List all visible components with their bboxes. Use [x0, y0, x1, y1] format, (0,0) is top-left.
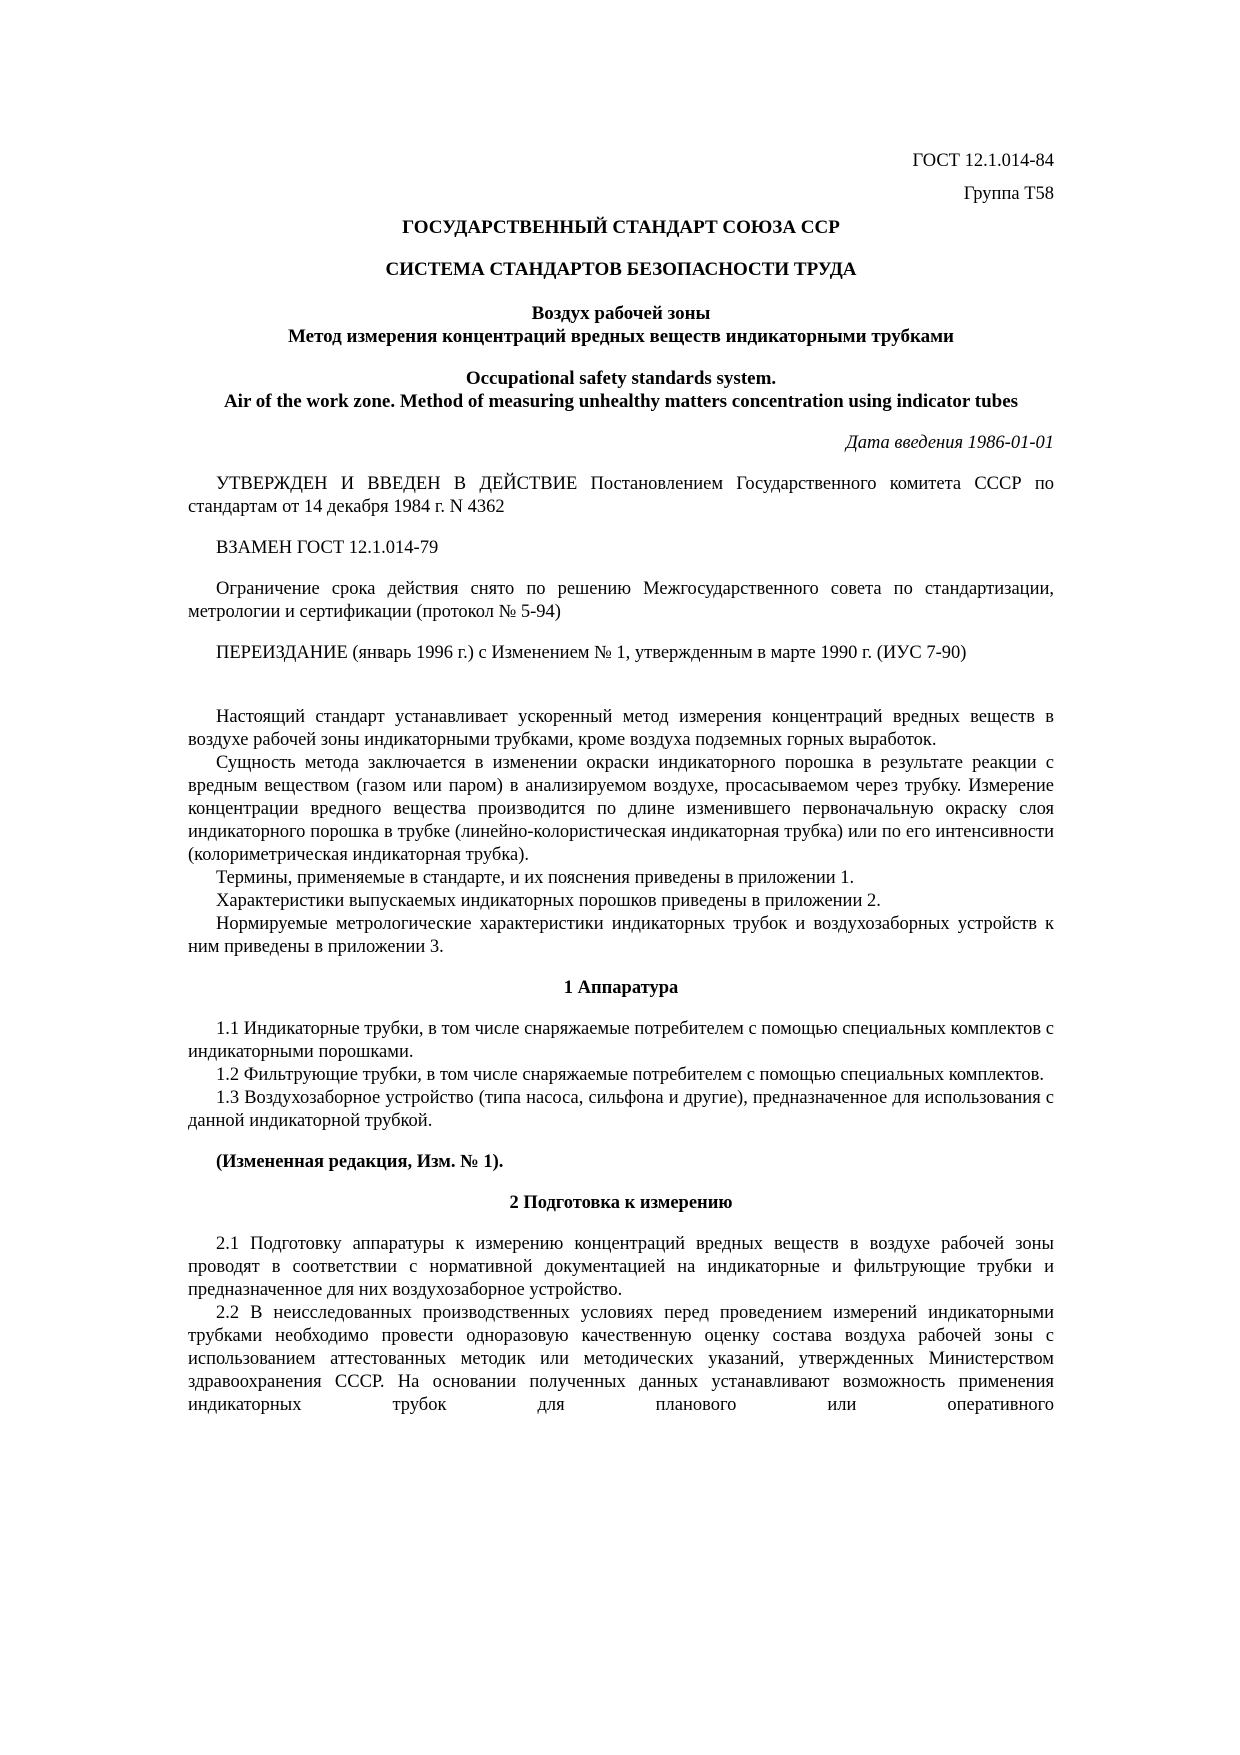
section2-item-1: 2.1 Подготовку аппаратуры к измерению концентраций вредных веществ в воздухе рабочей зоны проводят в соответствии с нормативной документацией на индикаторные и фильтрующие трубки и предназначенное для них воздухозаборное устройство. [188, 1234, 1054, 1300]
section1-change-note: (Измененная редакция, Изм. № 1). [216, 1152, 504, 1172]
intro-paragraph-5: Нормируемые метрологические характеристики индикаторных трубок и воздухозаборных устройств к ним приведены в приложении 3. [188, 914, 1054, 957]
system-title: СИСТЕМА СТАНДАРТОВ БЕЗОПАСНОСТИ ТРУДА [385, 259, 857, 280]
document-page [188, 150, 1054, 1417]
intro-paragraph-3: Термины, применяемые в стандарте, и их пояснения приведены в приложении 1. [216, 868, 855, 888]
intro-paragraph-1: Настоящий стандарт устанавливает ускоренный метод измерения концентраций вредных веществ в воздухе рабочей зоны индикаторными трубками, кроме воздуха подземных горных выработок. [188, 707, 1054, 750]
ru-title-line1: Воздух рабочей зоны [531, 303, 711, 324]
section1-heading: 1 Аппаратура [563, 978, 679, 998]
ru-title-line2: Метод измерения концентраций вредных веществ индикаторными трубками [287, 326, 955, 347]
group-label: Группа Т58 [963, 184, 1054, 204]
intro-paragraph-4: Характеристики выпускаемых индикаторных порошков приведены в приложении 2. [216, 891, 881, 911]
en-title-line1: Occupational safety standards system. [465, 368, 777, 389]
section1-item-2: 1.2 Фильтрующие трубки, в том числе снаряжаемые потребителем с помощью специальных комплектов. [216, 1065, 1044, 1085]
reissue-paragraph: ПЕРЕИЗДАНИЕ (январь 1996 г.) с Изменением № 1, утвержденным в марте 1990 г. (ИУС 7-90) [216, 643, 967, 663]
date-introduction: Дата введения 1986-01-01 [845, 433, 1054, 453]
approved-paragraph: УТВЕРЖДЕН И ВВЕДЕН В ДЕЙСТВИЕ Постановлением Государственного комитета СССР по стандартам от 14 декабря 1984 г. N 4362 [188, 474, 1054, 517]
section1-item-3: 1.3 Воздухозаборное устройство (типа насоса, сильфона и другие), предназначенное для использования с данной индикаторной трубкой. [188, 1088, 1054, 1131]
section2-heading: 2 Подготовка к измерению [509, 1193, 733, 1213]
intro-paragraph-2: Сущность метода заключается в изменении окраски индикаторного порошка в результате реакции с вредным веществом (газом или паром) в анализируемом воздухе, просасываемом через трубку. Измерение концентрации вредного вещества производится по длине изменившего первоначальную окраску слоя индикаторного порошка в трубке (линейно-колористическая индикаторная трубка) или по его интенсивности (колориметрическая индикаторная трубка). [188, 753, 1054, 865]
limitation-paragraph: Ограничение срока действия снято по решению Межгосударственного совета по стандартизации, метрологии и сертификации (протокол № 5-94) [188, 579, 1054, 622]
en-title-line2: Air of the work zone. Method of measuring unhealthy matters concentration using indicator tubes [223, 391, 1019, 412]
gost-number: ГОСТ 12.1.014-84 [912, 151, 1054, 171]
state-standard-title: ГОСУДАРСТВЕННЫЙ СТАНДАРТ СОЮЗА ССР [402, 217, 840, 238]
section2-item-2: 2.2 В неисследованных производственных условиях перед проведением измерений индикаторными трубками необходимо провести одноразовую качественную оценку состава воздуха рабочей зоны с использованием аттестованных методик или методических указаний, утвержденных Министерством здравоохранения СССР. На основании полученных данных устанавливают возможность применения индикаторных трубок для планового или оперативного [188, 1303, 1054, 1415]
replaces-paragraph: ВЗАМЕН ГОСТ 12.1.014-79 [216, 538, 439, 558]
section1-item-1: 1.1 Индикаторные трубки, в том числе снаряжаемые потребителем с помощью специальных комплектов с индикаторными порошками. [188, 1019, 1054, 1062]
